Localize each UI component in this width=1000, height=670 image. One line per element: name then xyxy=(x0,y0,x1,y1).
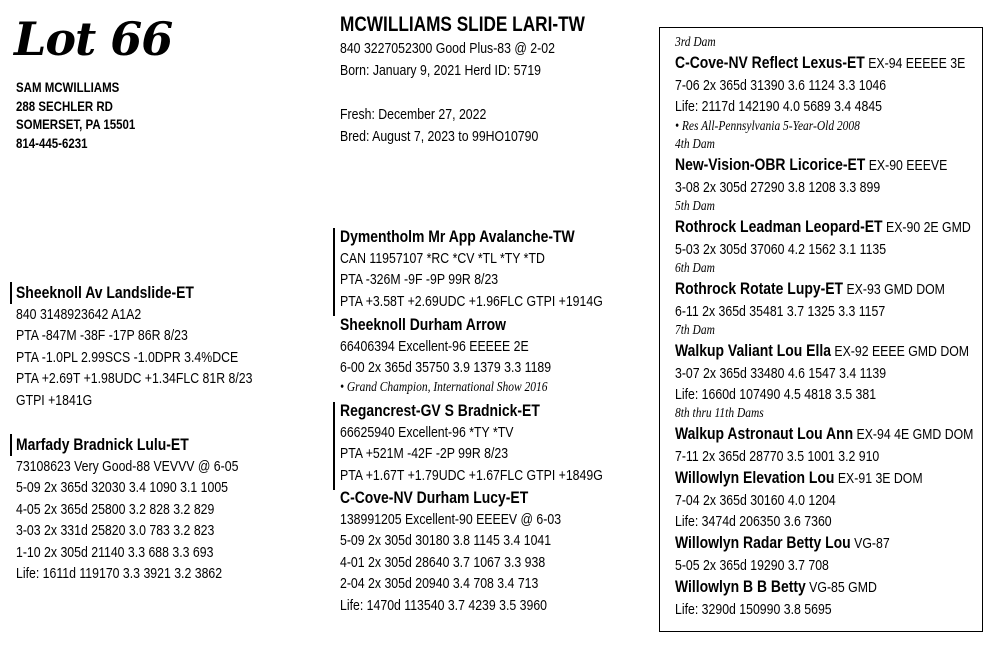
dam-heading: 6th Dam xyxy=(675,261,715,276)
dam-bracket xyxy=(10,434,12,456)
sire-line: 840 3148923642 A1A2 xyxy=(16,305,142,323)
female-entry-line: Life: 1660d 107490 4.5 4818 3.5 381 xyxy=(675,386,877,403)
sire-sire-line: CAN 11957107 *RC *CV *TL *TY *TD xyxy=(340,249,545,267)
animal-born: Born: January 9, 2021 Herd ID: 5719 xyxy=(340,62,542,79)
dam-dam-name: C-Cove-NV Durham Lucy-ET xyxy=(340,488,529,507)
female-line-content xyxy=(675,34,1000,620)
sire-dam-line: 66406394 Excellent-96 EEEEE 2E xyxy=(340,337,529,355)
dam-line: Life: 1611d 119170 3.3 3921 3.2 3862 xyxy=(16,565,223,582)
animal-header xyxy=(340,12,639,148)
female-entry-title xyxy=(675,576,877,599)
female-entry-title xyxy=(675,423,973,446)
sire-dam-name: Sheeknoll Durham Arrow xyxy=(340,315,507,334)
dam-line: 73108623 Very Good-88 VEVVV @ 6-05 xyxy=(16,457,239,475)
dam-dam-line: 4-01 2x 305d 28640 3.7 1067 3.3 938 xyxy=(340,553,546,571)
female-entry-name: Willowlyn Radar Betty Lou xyxy=(675,533,851,552)
dam-sire-line: 66625940 Excellent-96 *TY *TV xyxy=(340,423,514,441)
sire-line: GTPI +1841G xyxy=(16,391,93,409)
female-entry-score: EX-94 EEEEE 3E xyxy=(864,55,966,72)
lot-number: Lot 66 xyxy=(14,12,173,66)
female-entry-title xyxy=(675,532,890,555)
consignor-city: SOMERSET, PA 15501 xyxy=(16,116,136,132)
dam-line: 5-09 2x 365d 32030 3.4 1090 3.1 1005 xyxy=(16,479,229,496)
dam-heading: 8th thru 11th Dams xyxy=(675,406,764,421)
dam-heading: 7th Dam xyxy=(675,323,715,338)
dam-sire-name: Regancrest-GV S Bradnick-ET xyxy=(340,401,540,420)
female-entry-name: Rothrock Leadman Leopard-ET xyxy=(675,217,883,236)
female-entry-line: 5-05 2x 365d 19290 3.7 708 xyxy=(675,557,829,574)
dam-block xyxy=(16,434,287,585)
female-entry-line: Life: 3474d 206350 3.6 7360 xyxy=(675,513,832,530)
female-entry-title xyxy=(675,52,965,75)
sire-sire-bracket xyxy=(333,228,335,316)
sire-dam-line: 6-00 2x 365d 35750 3.9 1379 3.3 1189 xyxy=(340,359,552,376)
female-entry-line: Life: 3290d 150990 3.8 5695 xyxy=(675,601,832,618)
female-entry-name: New-Vision-OBR Licorice-ET xyxy=(675,155,866,174)
dam-sire-line: PTA +1.67T +1.79UDC +1.67FLC GTPI +1849G xyxy=(340,466,603,484)
female-entry-line: 7-06 2x 365d 31390 3.6 1124 3.3 1046 xyxy=(675,77,887,94)
sire-line: PTA -847M -38F -17P 86R 8/23 xyxy=(16,327,188,344)
female-entry-title xyxy=(675,340,969,363)
dam-line: 4-05 2x 365d 25800 3.2 828 3.2 829 xyxy=(16,500,215,518)
dam-dam-line: Life: 1470d 113540 3.7 4239 3.5 3960 xyxy=(340,596,548,614)
female-entry-score: EX-91 3E DOM xyxy=(834,470,923,487)
dam-sire-line: PTA +521M -42F -2P 99R 8/23 xyxy=(340,445,509,462)
sire-sire-line: PTA +3.58T +2.69UDC +1.96FLC GTPI +1914G xyxy=(340,292,603,310)
female-entry-title xyxy=(675,216,971,239)
animal-name: MCWILLIAMS SLIDE LARI-TW xyxy=(340,13,585,36)
female-entry-title xyxy=(675,154,947,177)
female-entry-line: 6-11 2x 365d 35481 3.7 1325 3.3 1157 xyxy=(675,303,886,320)
dam-line: 1-10 2x 305d 21140 3.3 688 3.3 693 xyxy=(16,543,214,561)
female-entry-score: VG-85 GMD xyxy=(805,579,877,596)
female-entry-name: Walkup Valiant Lou Ella xyxy=(675,341,831,360)
female-entry-name: Walkup Astronaut Lou Ann xyxy=(675,424,854,443)
female-entry-score: VG-87 xyxy=(850,535,890,552)
sire-block xyxy=(16,282,304,411)
female-entry-note: • Res All-Pennsylvania 5-Year-Old 2008 xyxy=(675,119,860,134)
sire-sire-name: Dymentholm Mr App Avalanche-TW xyxy=(340,227,575,246)
female-entry-line: Life: 2117d 142190 4.0 5689 3.4 4845 xyxy=(675,98,883,115)
female-entry-name: Willowlyn Elevation Lou xyxy=(675,468,835,487)
female-entry-line: 7-11 2x 365d 28770 3.5 1001 3.2 910 xyxy=(675,448,880,465)
female-entry-score: EX-92 EEEE GMD DOM xyxy=(830,343,970,360)
animal-fresh: Fresh: December 27, 2022 xyxy=(340,106,487,123)
dam-sire-block xyxy=(340,400,660,486)
dam-heading: 5th Dam xyxy=(675,199,715,214)
dam-dam-block xyxy=(340,487,610,616)
female-entry-line: 3-08 2x 305d 27290 3.8 1208 3.3 899 xyxy=(675,179,881,196)
consignor-address: 288 SECHLER RD xyxy=(16,97,113,114)
sire-name: Sheeknoll Av Landslide-ET xyxy=(16,283,194,302)
dam-sire-bracket xyxy=(333,402,335,490)
dam-heading: 4th Dam xyxy=(675,137,715,152)
sire-bracket xyxy=(10,282,12,304)
female-entry-name: C-Cove-NV Reflect Lexus-ET xyxy=(675,53,865,72)
consignor-name: SAM MCWILLIAMS xyxy=(16,79,120,95)
female-entry-title xyxy=(675,467,923,490)
dam-heading: 3rd Dam xyxy=(675,35,716,50)
female-entry-line: 3-07 2x 365d 33480 4.6 1547 3.4 1139 xyxy=(675,365,887,382)
female-entry-line: 5-03 2x 305d 37060 4.2 1562 3.1 1135 xyxy=(675,241,887,258)
female-entry-title xyxy=(675,278,945,301)
female-entry-score: EX-90 2E GMD xyxy=(882,219,971,236)
sire-line: PTA -1.0PL 2.99SCS -1.0DPR 3.4%DCE xyxy=(16,348,239,366)
female-entry-line: 7-04 2x 365d 30160 4.0 1204 xyxy=(675,492,836,509)
female-entry-score: EX-90 EEEVE xyxy=(865,157,948,174)
animal-registration: 840 3227052300 Good Plus-83 @ 2-02 xyxy=(340,40,555,57)
dam-dam-line: 2-04 2x 305d 20940 3.4 708 3.4 713 xyxy=(340,575,539,592)
dam-line: 3-03 2x 331d 25820 3.0 783 3.2 823 xyxy=(16,522,215,539)
sire-dam-block xyxy=(340,314,597,397)
consignor-block xyxy=(16,78,162,152)
sire-line: PTA +2.69T +1.98UDC +1.34FLC 81R 8/23 xyxy=(16,370,253,387)
animal-bred: Bred: August 7, 2023 to 99HO10790 xyxy=(340,128,539,145)
female-entry-name: Willowlyn B B Betty xyxy=(675,577,806,596)
dam-dam-line: 5-09 2x 305d 30180 3.8 1145 3.4 1041 xyxy=(340,532,552,549)
consignor-phone: 814-445-6231 xyxy=(16,134,88,151)
sire-sire-block xyxy=(340,226,660,312)
female-entry-score: EX-93 GMD DOM xyxy=(843,281,945,298)
dam-name: Marfady Bradnick Lulu-ET xyxy=(16,435,189,454)
dam-dam-line: 138991205 Excellent-90 EEEEV @ 6-03 xyxy=(340,510,562,528)
sire-dam-note: • Grand Champion, International Show 2016 xyxy=(340,379,548,395)
sire-sire-line: PTA -326M -9F -9P 99R 8/23 xyxy=(340,271,499,288)
female-entry-score: EX-94 4E GMD DOM xyxy=(853,426,974,443)
female-entry-name: Rothrock Rotate Lupy-ET xyxy=(675,279,844,298)
